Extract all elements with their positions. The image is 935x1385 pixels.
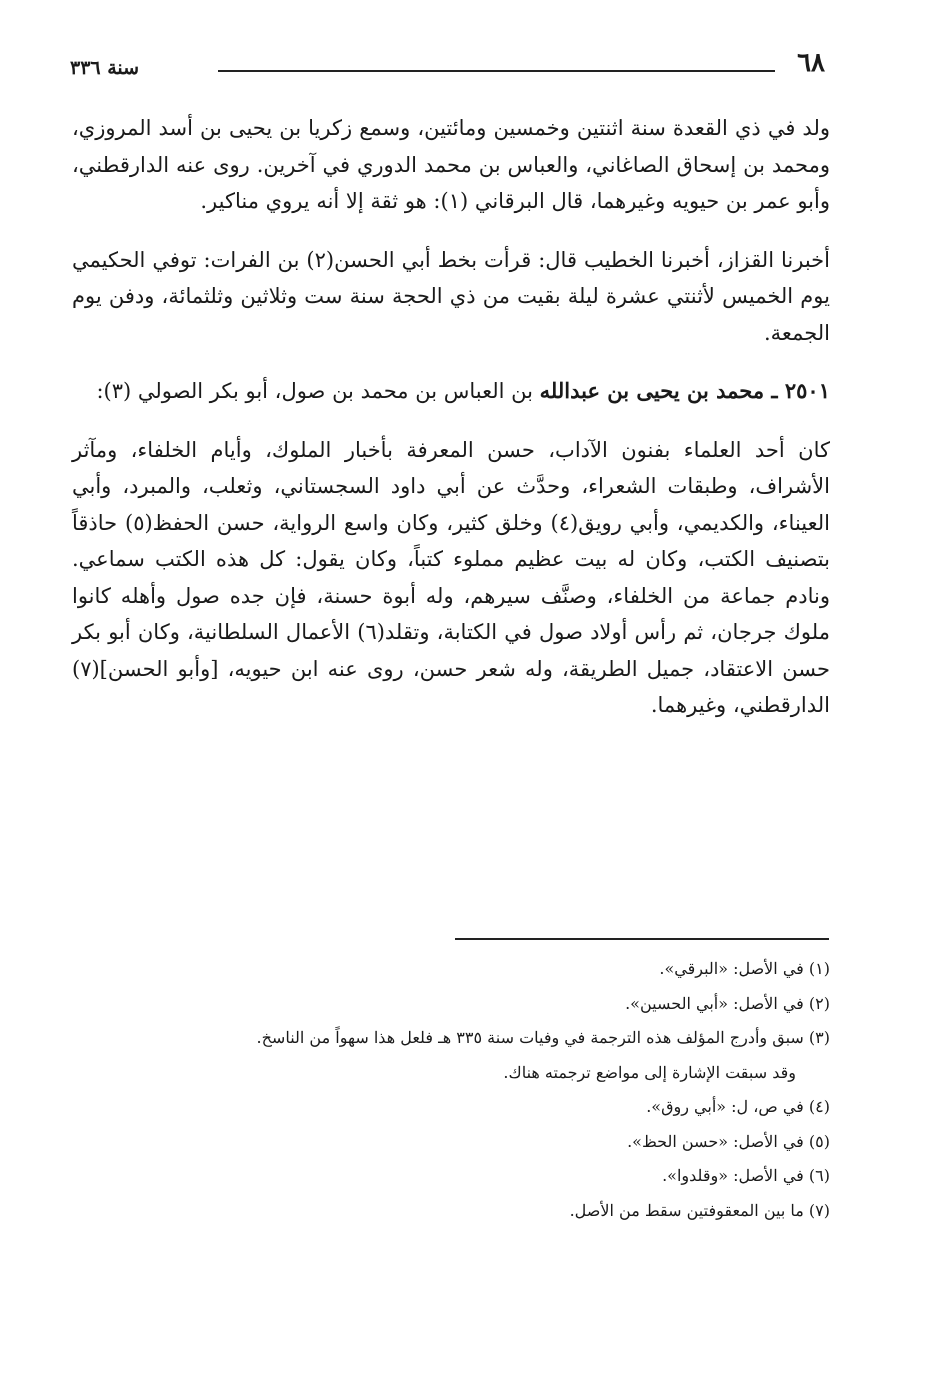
entry-heading-rest: بن العباس بن محمد بن صول، أبو بكر الصولي (٣):: [96, 379, 540, 403]
footnote-1: (١) في الأصل: «البرقي».: [659, 959, 830, 978]
paragraph-2: أخبرنا القزاز، أخبرنا الخطيب قال: قرأت بخط أبي الحسن(٢) بن الفرات: توفي الحكيمي يوم الخميس لأثنتي عشرة ليلة بقيت من ذي الحجة سنة ست وثلاثين وثلثمائة، ودفن يوم الجمعة.: [72, 247, 830, 345]
page-number: ٦٨: [797, 48, 825, 78]
footnote-4: (٤) في ص، ل: «أبي روق».: [646, 1097, 830, 1116]
entry-title: [72, 373, 830, 410]
running-head: سنة ٣٣٦: [70, 57, 140, 79]
paragraph-1: ولد في ذي القعدة سنة اثنتين وخمسين ومائتين، وسمع زكريا بن يحيى بن أسد المروزي، ومحمد بن إسحاق الصاغاني، والعباس بن محمد الدوري في آخرين. روى عنه الدارقطني، وأبو عمر بن حيويه وغيرهما، قال البرقاني (١): هو ثقة إلا أنه يروي مناكير.: [72, 116, 830, 213]
entry-paragraph: كان أحد العلماء بفنون الآداب، حسن المعرفة بأخبار الملوك، وأيام الخلفاء، ومآثر الأشراف، وطبقات الشعراء، وحدَّث عن أبي داود السجستاني، وثعلب، والمبرد، وأبي العيناء، والكديمي، وأبي رويق(٤) وخلق كثير، وكان واسع الرواية، حسن الحفظ(٥) حاذقاً بتصنيف الكتب، وكان له بيت عظيم مملوء كتباً، وكان يقول: كل هذه الكتب سماعي. ونادم جماعة من الخلفاء، وصنَّف سيرهم، وله أبوة حسنة، فإن جده صول وأهله كانوا ملوك جرجان، ثم رأس أولاد صول في الكتابة، وتقلد(٦) الأعمال السلطانية، وكان أبو بكر حسن الاعتقاد، جميل الطريقة، وله شعر حسن، روى عنه ابن حيويه، [وأبو الحسن](٧) الدارقطني، وغيرهما.: [72, 437, 830, 717]
entry-heading: ٢٥٠١ ـ محمد بن يحيى بن عبدالله: [539, 378, 830, 403]
main-text: [72, 110, 830, 746]
footnotes: [140, 952, 830, 1228]
footnote-rule: [455, 938, 829, 940]
header-rule: [218, 70, 775, 72]
footnote-2: (٢) في الأصل: «أبي الحسين».: [625, 993, 830, 1013]
footnote-3-continuation: وقد سبقت الإشارة إلى مواضع ترجمته هناك.: [503, 1062, 796, 1082]
footnote-7: (٧) ما بين المعقوفتين سقط من الأصل.: [569, 1200, 830, 1220]
footnote-5: (٥) في الأصل: «حسن الحظ».: [627, 1131, 830, 1151]
footnote-3: (٣) سبق وأدرج المؤلف هذه الترجمة في وفيات سنة ٣٣٥ هـ فلعل هذا سهواً من الناسخ.: [256, 1028, 830, 1047]
footnote-6: (٦) في الأصل: «وقلدوا».: [662, 1166, 830, 1185]
page-header: [70, 48, 825, 88]
